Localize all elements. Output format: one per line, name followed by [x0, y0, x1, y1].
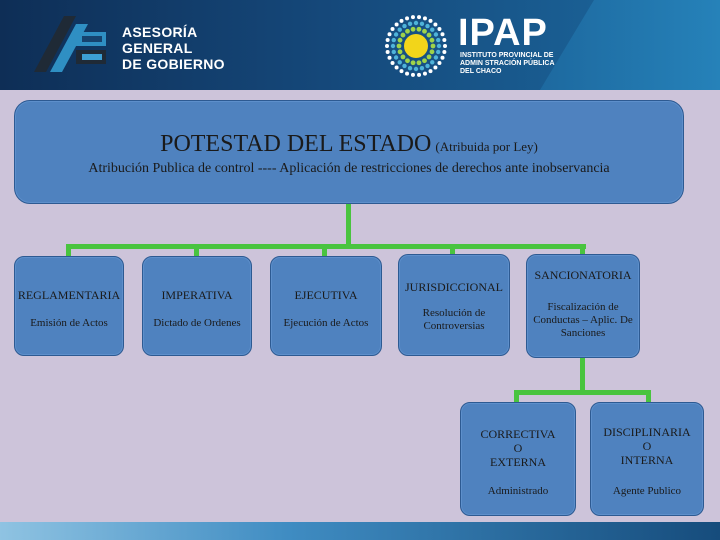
node-jurisdiccional — [398, 254, 510, 356]
root-title-paren: (Atribuida por Ley) — [435, 139, 538, 154]
logo-line: GENERAL — [122, 40, 193, 56]
node-desc: Fiscalización de Conductas – Aplic. De Sanciones — [533, 301, 633, 339]
node-disciplinaria — [590, 402, 704, 516]
root-node — [14, 100, 684, 204]
node-title: JURISDICCIONAL — [404, 280, 503, 294]
logo-line: ASESORÍA — [122, 24, 198, 40]
logo-line: DEL CHACO — [460, 68, 502, 75]
node-desc: Resolución de Controversias — [422, 307, 486, 332]
node-title-line: CORRECTIVA — [480, 427, 556, 441]
node-imperativa — [142, 256, 252, 356]
logo-line: DE GOBIERNO — [122, 56, 225, 72]
node-desc: Administrado — [487, 485, 549, 497]
node-title-line: DISCIPLINARIA — [603, 425, 691, 439]
root-title — [15, 131, 683, 158]
node-title: IMPERATIVA — [161, 288, 233, 302]
ipap-sun-icon — [382, 12, 450, 80]
root-subtitle: Atribución Publica de control ---- Aplicación de restricciones de derechos ante inobservancia — [88, 161, 610, 176]
node-title-line: O — [642, 439, 652, 453]
node-correctiva — [460, 402, 576, 516]
node-title: REGLAMENTARIA — [17, 288, 121, 302]
node-title: EJECUTIVA — [294, 288, 358, 302]
logo-line: ADMIN STRACIÓN PÚBLICA — [460, 60, 555, 67]
node-desc: Dictado de Ordenes — [153, 317, 241, 329]
asesoria-logo-icon — [30, 12, 110, 76]
node-title-line: O — [513, 441, 523, 455]
connector-sub-horizontal — [514, 390, 650, 395]
node-title — [461, 427, 575, 469]
node-reglamentaria — [14, 256, 124, 356]
node-title: SANCIONATORIA — [534, 268, 632, 282]
node-sancionatoria — [526, 254, 640, 358]
ipap-logo-title: IPAP — [458, 12, 548, 54]
node-desc: Ejecución de Actos — [283, 317, 369, 329]
node-desc: Emisión de Actos — [30, 317, 108, 329]
ipap-logo-subtitle — [460, 52, 555, 76]
node-title-line: INTERNA — [620, 453, 674, 467]
node-desc: Agente Publico — [612, 485, 682, 497]
node-ejecutiva — [270, 256, 382, 356]
node-title-line: EXTERNA — [490, 455, 546, 469]
footer-band — [0, 522, 720, 540]
connector-root-down — [346, 202, 351, 246]
header-banner — [0, 0, 720, 90]
node-title — [591, 425, 703, 467]
connector-sub-down — [580, 356, 585, 392]
root-title-main: POTESTAD DEL ESTADO — [160, 131, 432, 157]
logo-line: INSTITUTO PROVINCIAL DE — [460, 52, 554, 59]
header-accent-band — [540, 0, 720, 90]
asesoria-logo-text — [122, 24, 225, 72]
